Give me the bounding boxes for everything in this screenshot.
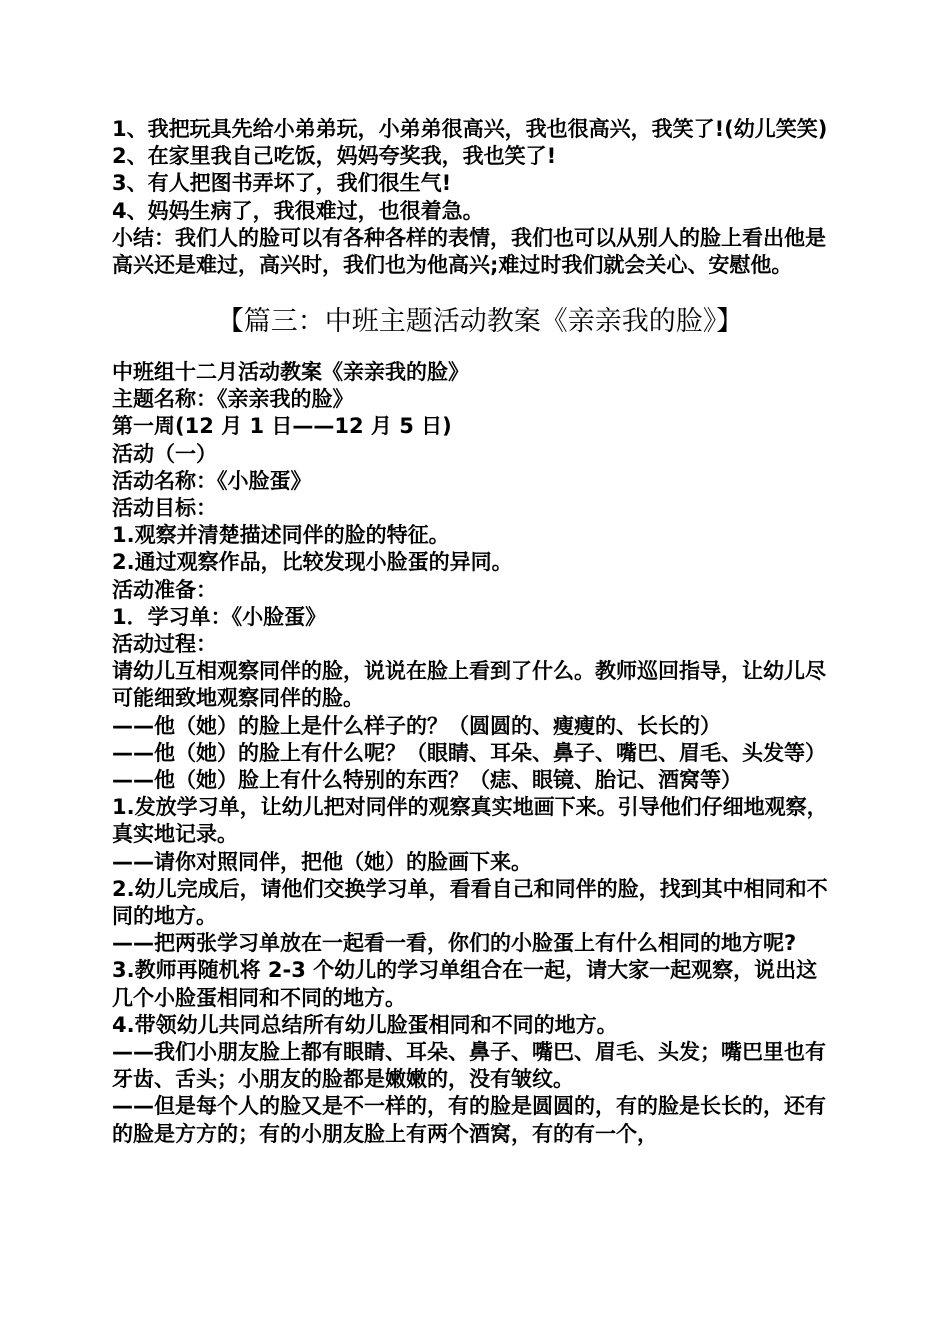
week-line: 第一周(12 月 1 日——12 月 5 日) [112,414,452,439]
activity-name: 活动名称：《小脸蛋》 [112,468,312,493]
paragraph: ——把两张学习单放在一起看一看，你们的小脸蛋上有什么相同的地方呢? [112,931,797,956]
intro-section [112,116,832,279]
activity-number: 活动（一） [112,441,217,466]
paragraph: 请幼儿互相观察同伴的脸，说说在脸上看到了什么。教师巡回指导，让幼儿尽可能细致地观察同伴的脸。 [112,659,826,711]
paragraph: 1、我把玩具先给小弟弟玩，小弟弟很高兴，我也很高兴，我笑了!(幼儿笑笑)2、在家里我自己吃饭，妈妈夸奖我，我也笑了! [112,117,828,169]
paragraph: 4、妈妈生病了，我很难过，也很着急。 [112,198,484,223]
section-heading: 【篇三：中班主题活动教案《亲亲我的脸》】 [216,306,744,337]
paragraph: ——但是每个人的脸又是不一样的，有的脸是圆圆的，有的脸是长长的，还有的脸是方方的；有的小朋友脸上有两个酒窝，有的有一个， [112,1094,826,1146]
plan-title: 中班组十二月活动教案《亲亲我的脸》 [112,360,469,384]
paragraph: ——他（她）的脸上有什么呢？（眼睛、耳朵、鼻子、嘴巴、眉毛、头发等）——他（她）脸上有什么特别的东西？（痣、眼镜、胎记、酒窝等） [112,740,826,793]
paragraph: ——他（她）的脸上是什么样子的？（圆圆的、瘦瘦的、长长的） [112,713,721,738]
preparation-item: 1．学习单：《小脸蛋》 [112,604,327,629]
preparation-heading: 活动准备： [112,577,217,602]
paragraph: 3、有人把图书弄坏了，我们很生气! [112,171,452,196]
goal-item: 1.观察并清楚描述同伴的脸的特征。 [112,523,450,548]
paragraph: 4.带领幼儿共同总结所有幼儿脸蛋相同和不同的地方。 [112,1012,618,1037]
paragraph: 1.发放学习单，让幼儿把对同伴的观察真实地画下来。引导他们仔细地观察，真实地记录。 [112,795,828,847]
paragraph: 3.教师再随机将 2-3 个幼儿的学习单组合在一起，请大家一起观察，说出这几个小脸蛋相同和不同的地方。 [112,958,818,1010]
theme-name: 主题名称：《亲亲我的脸》 [112,387,354,412]
lesson-plan-section [112,359,832,1148]
paragraph: 小结：我们人的脸可以有各种各样的表情，我们也可以从别人的脸上看出他是高兴还是难过，高兴时，我们也为他高兴;难过时我们就会关心、安慰他。 [112,225,826,278]
paragraph: 2.幼儿完成后，请他们交换学习单，看看自己和同伴的脸，找到其中相同和不同的地方。 [112,876,828,929]
process-heading: 活动过程： [112,632,217,657]
goal-item: 2.通过观察作品，比较发现小脸蛋的异同。 [112,550,513,575]
goals-heading: 活动目标： [112,496,217,521]
paragraph: ——请你对照同伴，把他（她）的脸画下来。 [112,849,532,874]
paragraph: ——我们小朋友脸上都有眼睛、耳朵、鼻子、嘴巴、眉毛、头发；嘴巴里也有牙齿、舌头；小朋友的脸都是嫩嫩的，没有皱纹。 [112,1040,826,1092]
